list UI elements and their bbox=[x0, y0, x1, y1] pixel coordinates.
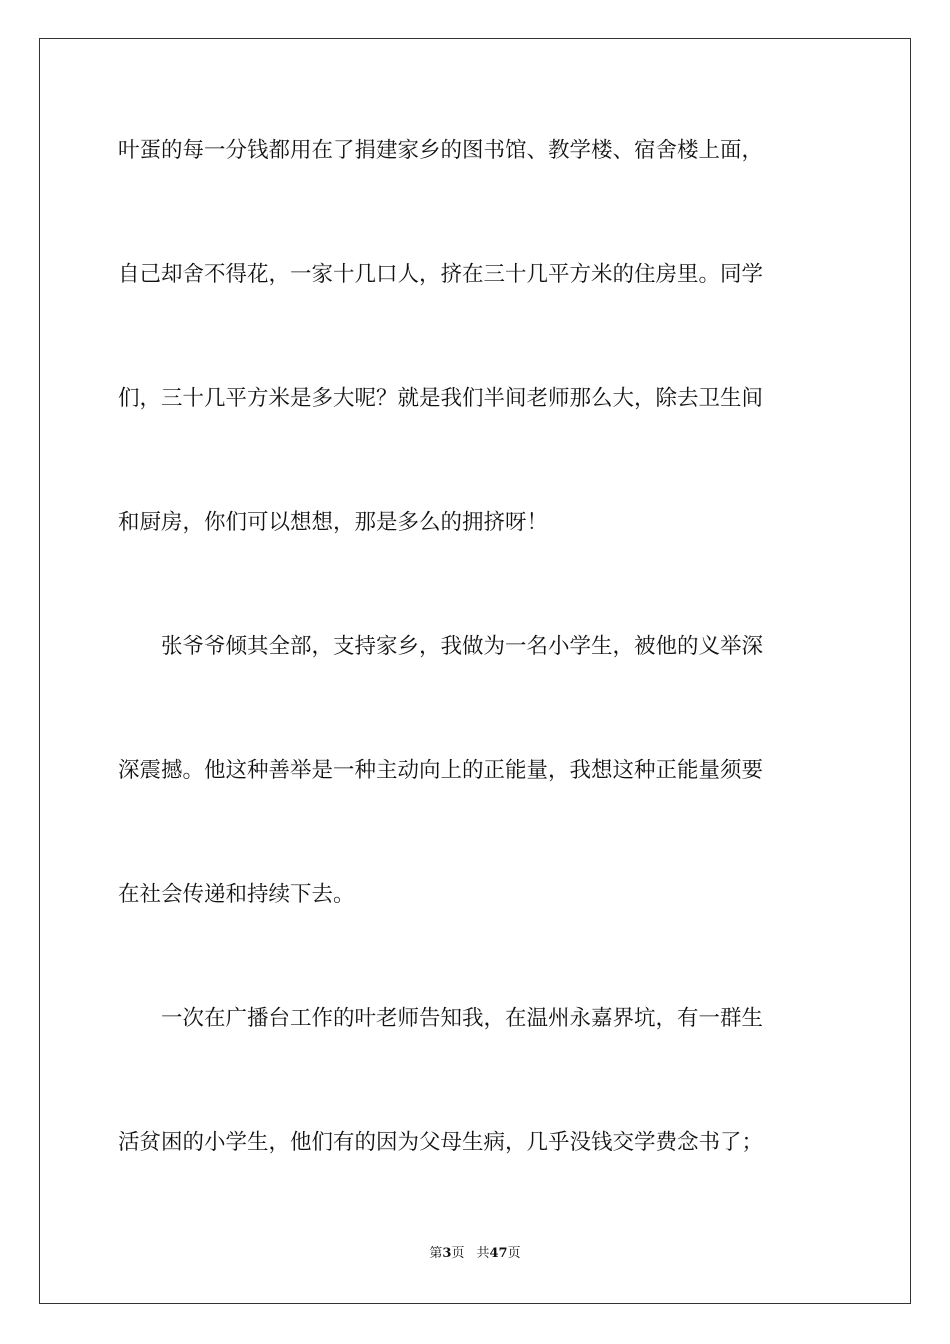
body-line-9: 活贫困的小学生，他们有的因为父母生病，几乎没钱交学费念书了； bbox=[118, 1130, 764, 1155]
page-footer bbox=[0, 1244, 950, 1264]
body-line-5: 张爷爷倾其全部，支持家乡，我做为一名小学生，被他的义举深 bbox=[118, 634, 764, 659]
body-line-7: 在社会传递和持续下去。 bbox=[118, 882, 355, 907]
body-line-8: 一次在广播台工作的叶老师告知我，在温州永嘉界坑，有一群生 bbox=[118, 1006, 764, 1031]
total-prefix: 共 bbox=[476, 1246, 490, 1261]
body-line-1: 叶蛋的每一分钱都用在了捐建家乡的图书馆、教学楼、宿舍楼上面， bbox=[118, 138, 764, 163]
page-prefix: 第 bbox=[429, 1246, 443, 1261]
body-line-2: 自己却舍不得花，一家十几口人，挤在三十几平方米的住房里。同学 bbox=[118, 262, 764, 287]
body-line-6: 深震撼。他这种善举是一种主动向上的正能量，我想这种正能量须要 bbox=[118, 758, 764, 783]
page-suffix: 页 bbox=[451, 1246, 465, 1261]
body-line-3: 们，三十几平方米是多大呢？就是我们半间老师那么大，除去卫生间 bbox=[118, 386, 764, 411]
page-number: 3 bbox=[442, 1246, 452, 1261]
total-pages: 47 bbox=[489, 1246, 508, 1261]
total-suffix: 页 bbox=[507, 1246, 521, 1261]
page-border bbox=[39, 38, 911, 1304]
body-line-4: 和厨房，你们可以想想，那是多么的拥挤呀！ bbox=[118, 510, 549, 535]
